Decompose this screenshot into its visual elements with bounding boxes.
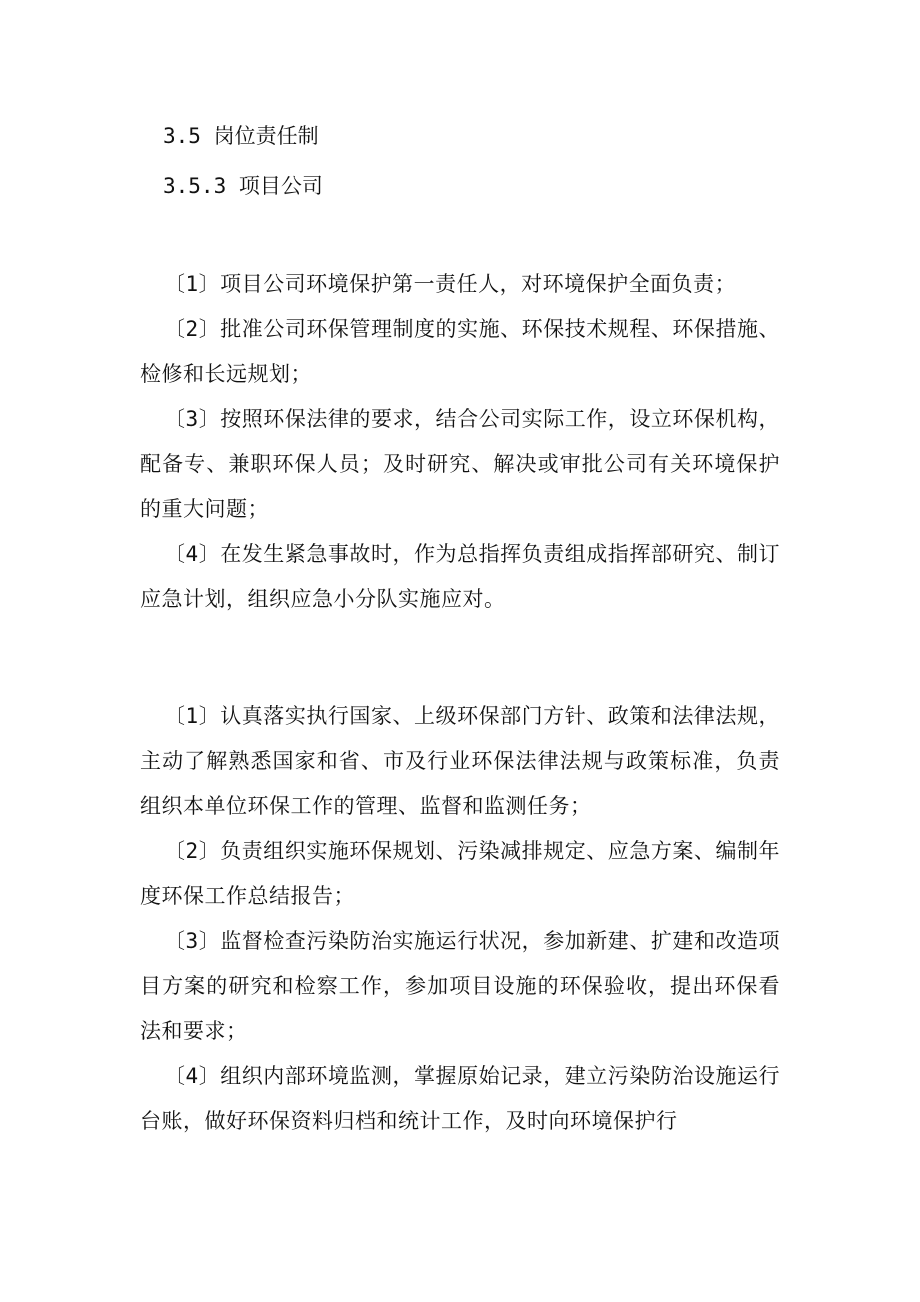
environmental-department-duties xyxy=(140,694,780,1144)
duty-item-4: 〔4〕在发生紧急事故时，作为总指挥负责组成指挥部研究、制订应急计划，组织应急小分队实施应对。 xyxy=(140,542,780,611)
section-heading: 3.5 岗位责任制 xyxy=(163,124,319,148)
duty-item-1: 〔1〕项目公司环境保护第一责任人，对环境保护全面负责； xyxy=(164,272,737,296)
duty-item-3: 〔3〕按照环保法律的要求，结合公司实际工作，设立环保机构，配备专、兼职环保人员；及时研究、解决或审批公司有关环境保护的重大问题； xyxy=(140,407,780,521)
duty-item-3: 〔3〕监督检查污染防治实施运行状况，参加新建、扩建和改造项目方案的研究和检察工作，参加项目设施的环保验收，提出环保看法和要求； xyxy=(140,929,780,1043)
duty-item-2: 〔2〕批准公司环保管理制度的实施、环保技术规程、环保措施、检修和长远规划； xyxy=(140,317,780,386)
project-company-duties xyxy=(140,262,780,622)
subsection-heading: 3.5.3 项目公司 xyxy=(163,174,323,198)
duty-item-4: 〔4〕组织内部环境监测，掌握原始记录，建立污染防治设施运行台账，做好环保资料归档和统计工作，及时向环境保护行 xyxy=(140,1064,780,1133)
duty-item-1: 〔1〕认真落实执行国家、上级环保部门方针、政策和法律法规，主动了解熟悉国家和省、市及行业环保法律法规与政策标准，负责组织本单位环保工作的管理、监督和监测任务； xyxy=(140,704,780,818)
duty-item-2: 〔2〕负责组织实施环保规划、污染减排规定、应急方案、编制年度环保工作总结报告； xyxy=(140,839,780,908)
